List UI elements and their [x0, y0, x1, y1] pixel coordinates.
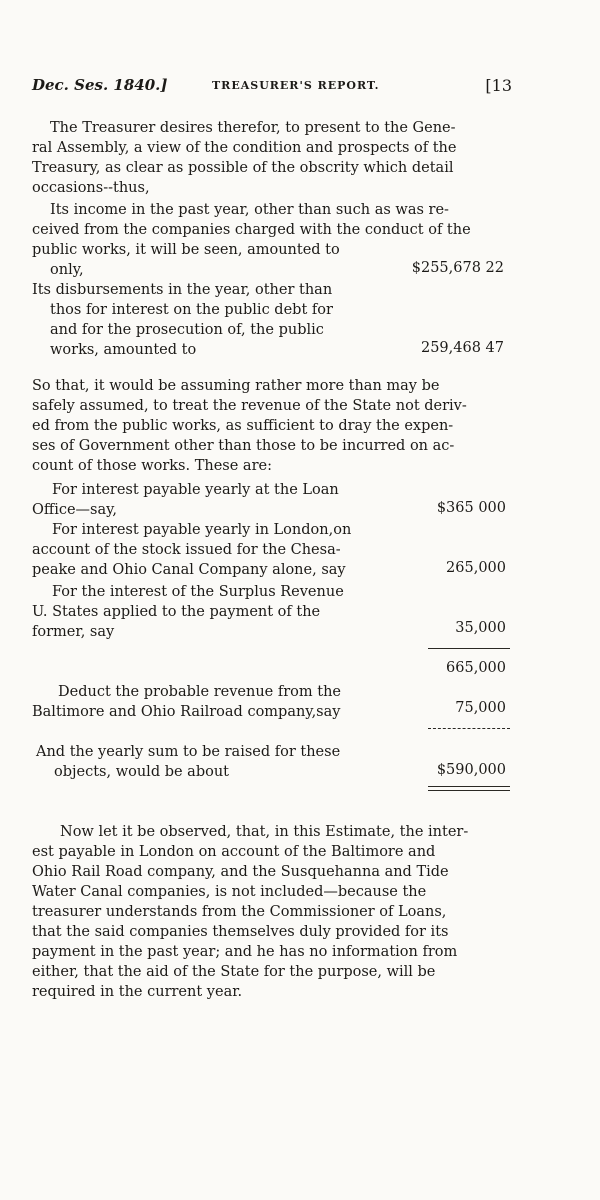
so-that-line: safely assumed, to treat the revenue of the State not deriv- [32, 398, 467, 414]
so-that-line: ses of Government other than those to be incurred on ac- [32, 438, 455, 454]
closing-line: Ohio Rail Road company, and the Susquehanna and Tide [32, 864, 449, 880]
so-that-line: count of those works. These are: [32, 458, 272, 474]
page-number: [13 [485, 76, 512, 95]
intro-line: ral Assembly, a view of the condition and prospects of the [32, 140, 457, 156]
item-line: former, say [32, 624, 115, 640]
total-rule-bottom [428, 790, 510, 791]
item-amount: $365 000 [436, 500, 506, 516]
total-amount: $590,000 [436, 762, 506, 778]
intro-line: The Treasurer desires therefor, to present to the Gene- [50, 120, 456, 136]
sum-rule [428, 648, 510, 649]
item-line: peake and Ohio Canal Company alone, say [32, 562, 346, 578]
item-amount: 35,000 [455, 620, 506, 636]
intro-line: Treasury, as clear as possible of the obscrity which detail [32, 160, 454, 176]
income-line: Its income in the past year, other than such as was re- [50, 202, 449, 218]
income-line: public works, it will be seen, amounted to [32, 242, 340, 258]
closing-line: either, that the aid of the State for the purpose, will be [32, 964, 436, 980]
closing-line: est payable in London on account of the Baltimore and [32, 844, 436, 860]
item-amount: 265,000 [446, 560, 506, 576]
disbursement-line: works, amounted to [50, 342, 197, 358]
income-line: ceived from the companies charged with the conduct of the [32, 222, 471, 238]
report-title: TREASURER'S REPORT. [212, 79, 380, 92]
closing-line: Water Canal companies, is not included—because the [32, 884, 427, 900]
disbursement-line: and for the prosecution of, the public [50, 322, 324, 338]
so-that-line: ed from the public works, as sufficient to dray the expen- [32, 418, 454, 434]
disbursement-amount: 259,468 47 [420, 340, 504, 356]
deduct-amount: 75,000 [455, 700, 506, 716]
deduct-rule [428, 728, 510, 729]
disbursement-line: Its disbursements in the year, other than [32, 282, 333, 298]
deduct-line: Deduct the probable revenue from the [58, 684, 342, 700]
closing-line: Now let it be observed, that, in this Estimate, the inter- [60, 824, 469, 840]
closing-line: that the said companies themselves duly provided for its [32, 924, 449, 940]
session-label: Dec. Ses. 1840.] [32, 76, 168, 94]
subtotal-amount: 665,000 [446, 660, 506, 676]
closing-line: payment in the past year; and he has no information from [32, 944, 458, 960]
item-line: For interest payable yearly in London,on [52, 522, 352, 538]
total-line: objects, would be about [54, 764, 229, 780]
disbursement-line: thos for interest on the public debt for [50, 302, 333, 318]
closing-line: treasurer understands from the Commissioner of Loans, [32, 904, 447, 920]
closing-line: required in the current year. [32, 984, 243, 1000]
item-line: Office—say, [32, 502, 117, 518]
so-that-line: So that, it would be assuming rather more than may be [32, 378, 440, 394]
item-line: U. States applied to the payment of the [32, 604, 321, 620]
running-header [32, 76, 512, 98]
intro-line: occasions--thus, [32, 180, 150, 196]
income-line: only, [50, 262, 84, 278]
item-line: account of the stock issued for the Chesa- [32, 542, 341, 558]
item-line: For the interest of the Surplus Revenue [52, 584, 344, 600]
total-line: And the yearly sum to be raised for these [36, 744, 341, 760]
total-rule-top [428, 786, 510, 787]
income-amount: $255,678 22 [411, 260, 504, 276]
deduct-line: Baltimore and Ohio Railroad company,say [32, 704, 341, 720]
item-line: For interest payable yearly at the Loan [52, 482, 339, 498]
